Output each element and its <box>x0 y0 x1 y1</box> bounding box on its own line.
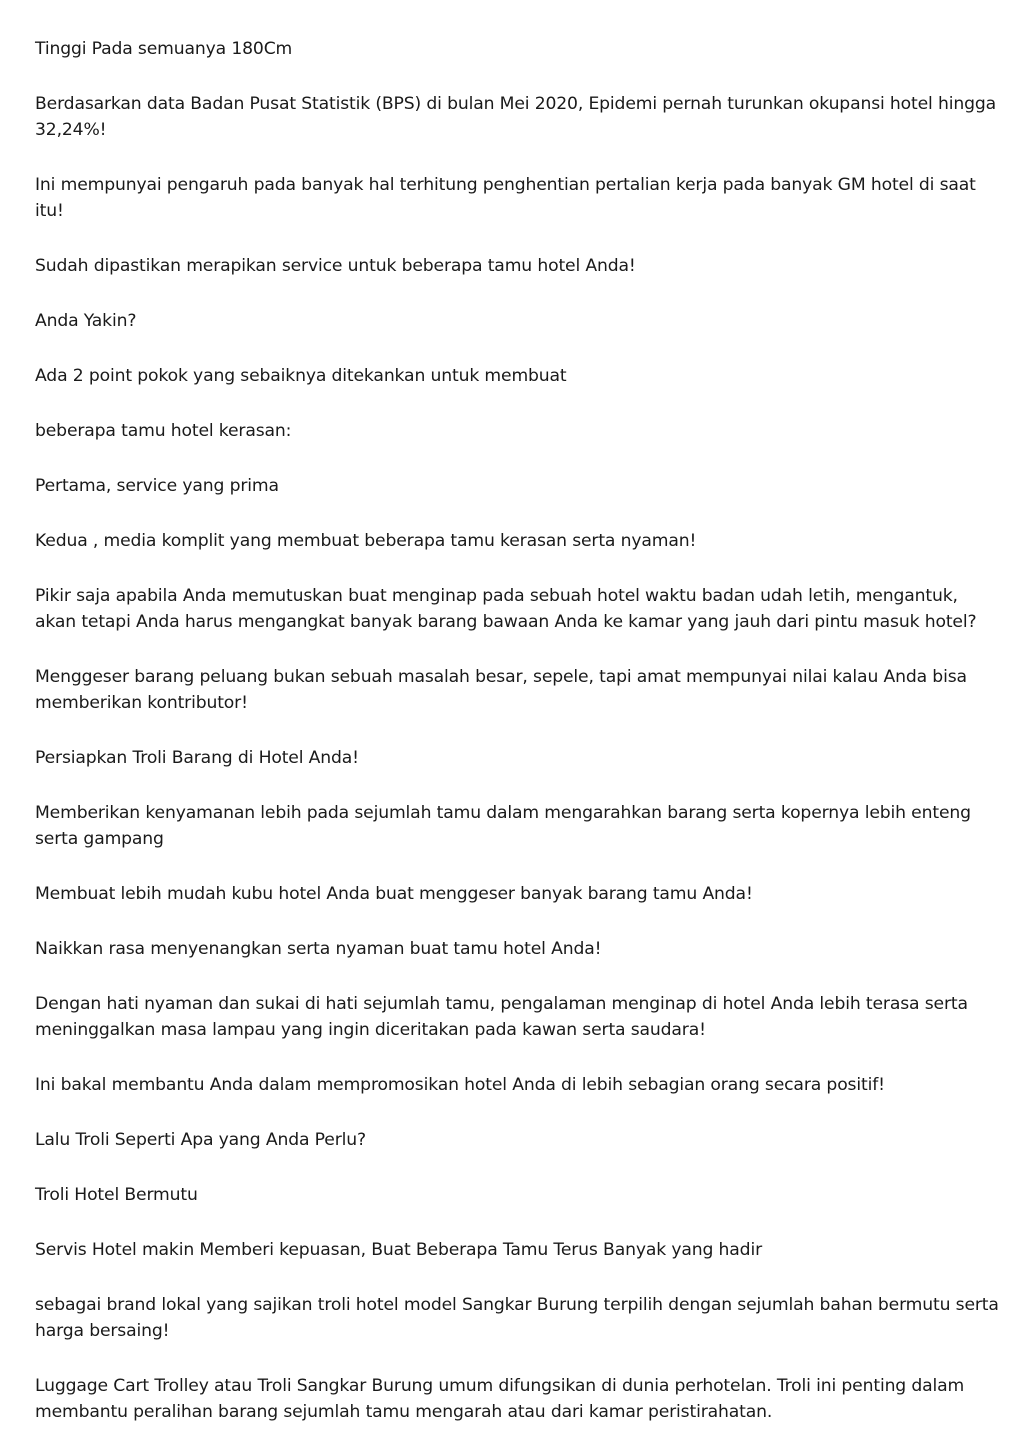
document-body <box>35 36 1000 1454</box>
paragraph: Tinggi Pada semuanya 180Cm <box>35 39 293 59</box>
paragraph: sebagai brand lokal yang sajikan troli hotel model Sangkar Burung terpilih dengan sejumlah bahan bermutu serta harga bersaing! <box>35 1295 999 1341</box>
paragraph: Pikir saja apabila Anda memutuskan buat menginap pada sebuah hotel waktu badan udah letih, mengantuk, akan tetapi Anda harus mengangkat banyak barang bawaan Anda ke kamar yang jauh dari pintu masuk hotel? <box>35 586 977 632</box>
paragraph: Luggage Cart Trolley atau Troli Sangkar Burung umum difungsikan di dunia perhotelan. Troli ini penting dalam membantu peralihan barang sejumlah tamu mengarah atau dari kamar peristirahatan. <box>35 1376 965 1422</box>
paragraph: Ini mempunyai pengaruh pada banyak hal terhitung penghentian pertalian kerja pada banyak GM hotel di saat itu! <box>35 175 976 221</box>
paragraph: Membuat lebih mudah kubu hotel Anda buat menggeser banyak barang tamu Anda! <box>35 884 753 904</box>
paragraph: Berdasarkan data Badan Pusat Statistik (BPS) di bulan Mei 2020, Epidemi pernah turunkan okupansi hotel hingga 32,24%! <box>35 94 997 140</box>
paragraph: Ada 2 point pokok yang sebaiknya ditekankan untuk membuat <box>35 366 567 386</box>
paragraph: Persiapkan Troli Barang di Hotel Anda! <box>35 748 359 768</box>
paragraph: Sudah dipastikan merapikan service untuk beberapa tamu hotel Anda! <box>35 256 636 276</box>
paragraph: Pertama, service yang prima <box>35 476 279 496</box>
paragraph: Memberikan kenyamanan lebih pada sejumlah tamu dalam mengarahkan barang serta kopernya lebih enteng serta gampang <box>35 803 971 849</box>
paragraph: Troli Hotel Bermutu <box>35 1185 198 1205</box>
paragraph: Anda Yakin? <box>35 311 137 331</box>
paragraph: Servis Hotel makin Memberi kepuasan, Buat Beberapa Tamu Terus Banyak yang hadir <box>35 1240 762 1260</box>
paragraph: beberapa tamu hotel kerasan: <box>35 421 292 441</box>
paragraph: Menggeser barang peluang bukan sebuah masalah besar, sepele, tapi amat mempunyai nilai kalau Anda bisa memberikan kontributor! <box>35 667 967 713</box>
paragraph: Kedua , media komplit yang membuat beberapa tamu kerasan serta nyaman! <box>35 531 697 551</box>
paragraph: Naikkan rasa menyenangkan serta nyaman buat tamu hotel Anda! <box>35 939 602 959</box>
paragraph: Ini bakal membantu Anda dalam mempromosikan hotel Anda di lebih sebagian orang secara positif! <box>35 1075 885 1095</box>
paragraph: Dengan hati nyaman dan sukai di hati sejumlah tamu, pengalaman menginap di hotel Anda lebih terasa serta meninggalkan masa lampau yang ingin diceritakan pada kawan serta saudara! <box>35 994 968 1040</box>
paragraph: Lalu Troli Seperti Apa yang Anda Perlu? <box>35 1130 366 1150</box>
